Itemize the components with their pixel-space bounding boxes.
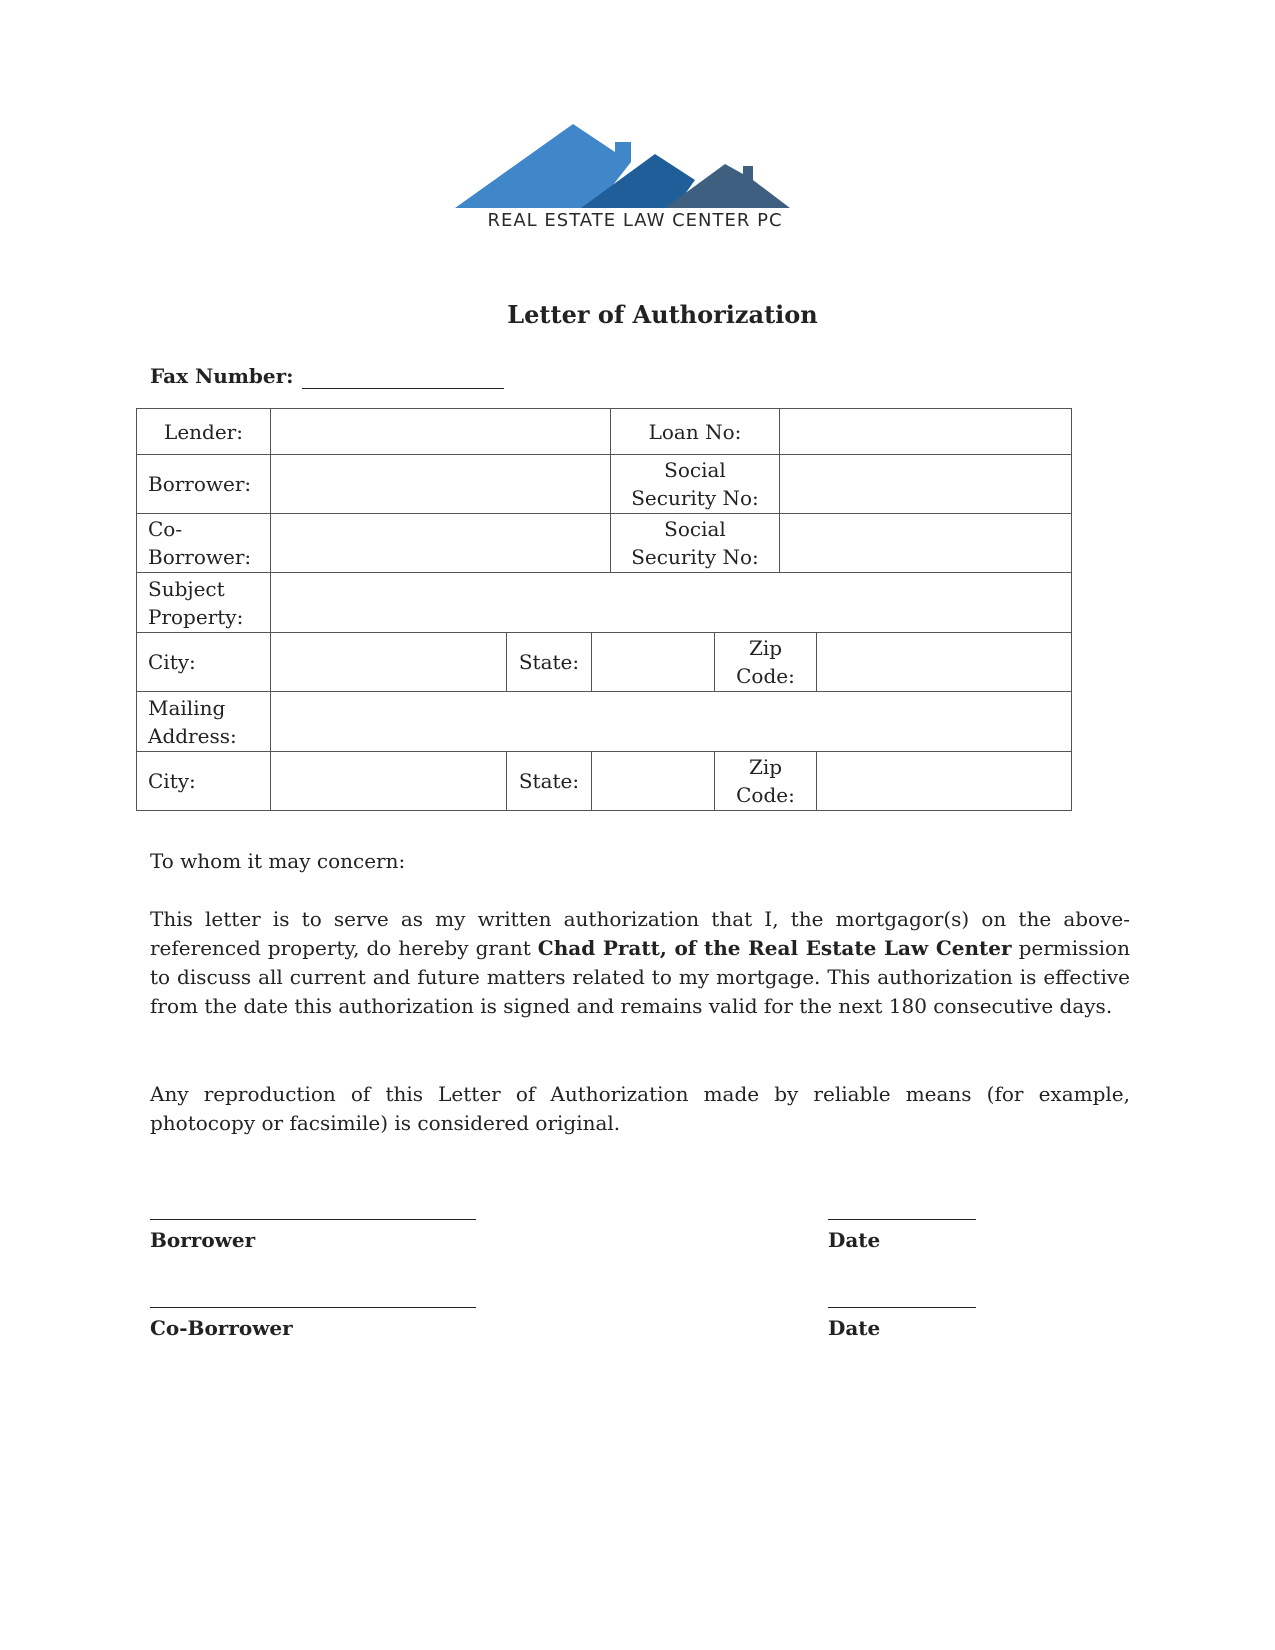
state-label: State: <box>506 632 592 692</box>
subject-property-field[interactable] <box>270 572 1072 633</box>
borrower-signature-line[interactable] <box>150 1219 476 1220</box>
authorization-paragraph <box>150 905 1130 1021</box>
borrower-date-line[interactable] <box>828 1219 976 1220</box>
zip-code-label: Zip Code: <box>714 751 817 811</box>
co-borrower-field[interactable] <box>270 513 611 573</box>
mailing-zip-field[interactable] <box>816 751 1072 811</box>
lender-field[interactable] <box>270 408 611 455</box>
loan-no-label: Loan No: <box>610 408 780 455</box>
page-title: Letter of Authorization <box>507 300 818 329</box>
borrower-field[interactable] <box>270 454 611 514</box>
mailing-address-label: Mailing Address: <box>136 691 271 752</box>
fax-label: Fax Number: <box>150 364 294 388</box>
company-logo <box>455 122 815 242</box>
property-zip-field[interactable] <box>816 632 1072 692</box>
property-city-field[interactable] <box>270 632 507 692</box>
co-borrower-ssn-label: Social Security No: <box>610 513 780 573</box>
loan-no-field[interactable] <box>779 408 1072 455</box>
mailing-state-field[interactable] <box>591 751 715 811</box>
date-label: Date <box>828 1316 881 1340</box>
houses-roof-logo-icon <box>455 122 815 212</box>
mailing-city-field[interactable] <box>270 751 507 811</box>
city-label: City: <box>136 751 271 811</box>
salutation: To whom it may concern: <box>150 849 406 873</box>
ssn-label: Social Security No: <box>610 454 780 514</box>
borrower-ssn-field[interactable] <box>779 454 1072 514</box>
zip-code-label: Zip Code: <box>714 632 817 692</box>
city-label: City: <box>136 632 271 692</box>
co-borrower-signature-label: Co-Borrower <box>150 1316 293 1340</box>
borrower-label: Borrower: <box>136 454 271 514</box>
co-borrower-ssn-field[interactable] <box>779 513 1072 573</box>
co-borrower-signature-line[interactable] <box>150 1307 476 1308</box>
fax-number-field[interactable] <box>302 388 504 389</box>
authorized-party: Chad Pratt, of the Real Estate Law Center <box>537 936 1012 960</box>
paragraph-text: permission to discuss all current and future matters related to my mortgage. This authorization is effective from the date this authorization is signed and remains valid for the next 180 consecutive days. <box>150 936 1130 1018</box>
date-label: Date <box>828 1228 881 1252</box>
subject-property-label: Subject Property: <box>136 572 271 633</box>
lender-label: Lender: <box>136 408 271 455</box>
state-label: State: <box>506 751 592 811</box>
paragraph-text: This letter is to serve as my written authorization that I, the mortgagor(s) on the above-referenced property, do hereby grant <box>150 907 1130 960</box>
co-borrower-date-line[interactable] <box>828 1307 976 1308</box>
mailing-address-field[interactable] <box>270 691 1072 752</box>
logo-text: REAL ESTATE LAW CENTER PC <box>487 210 783 231</box>
reproduction-paragraph: Any reproduction of this Letter of Authorization made by reliable means (for example, photocopy or facsimile) is considered original. <box>150 1082 1130 1135</box>
property-state-field[interactable] <box>591 632 715 692</box>
co-borrower-label: Co-Borrower: <box>136 513 271 573</box>
borrower-signature-label: Borrower <box>150 1228 256 1252</box>
